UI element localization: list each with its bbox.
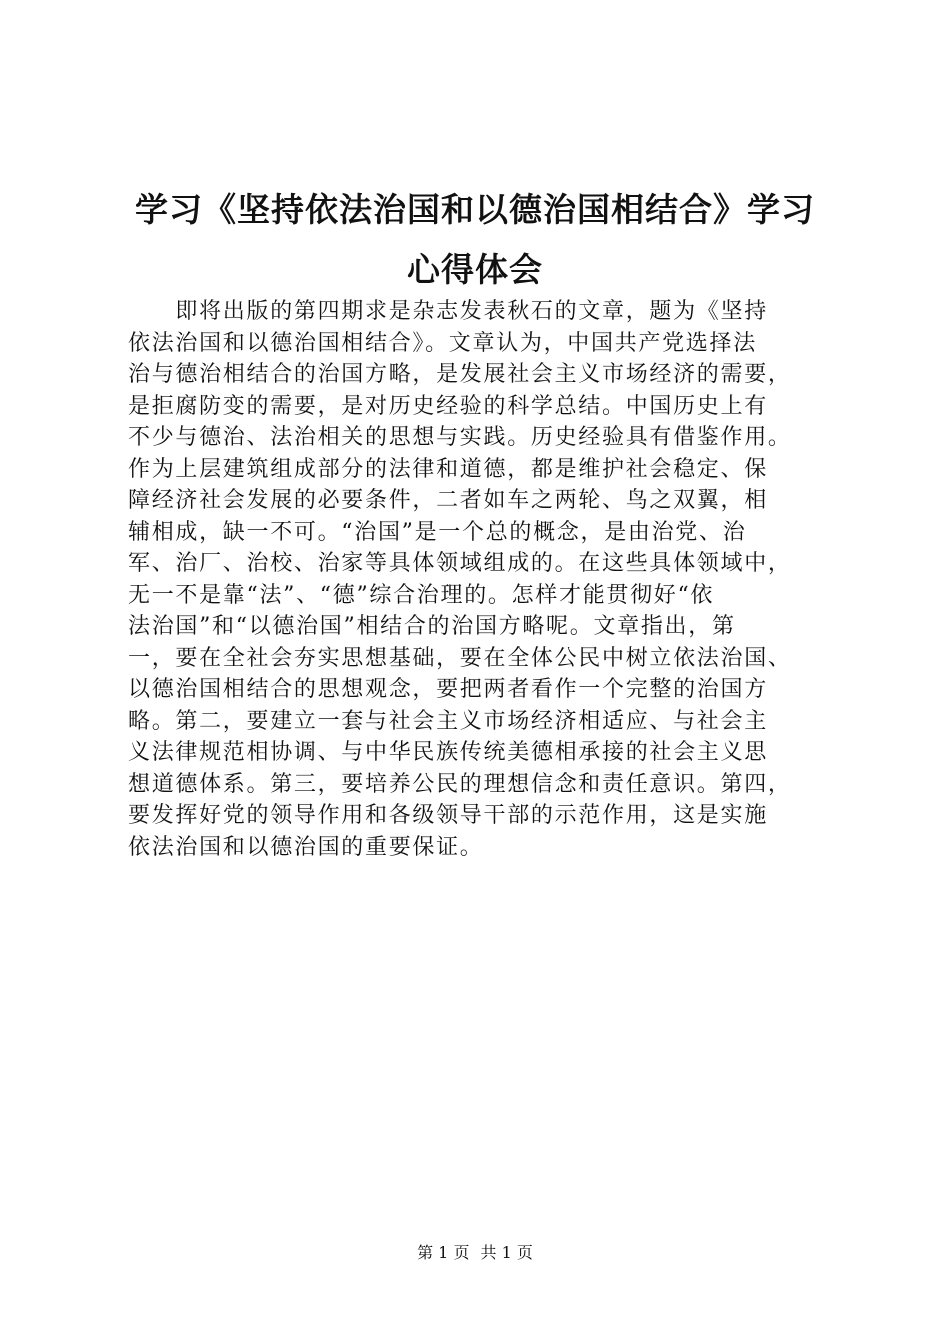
body-line: 法治国”和“以德治国”相结合的治国方略呢。文章指出，第 bbox=[128, 614, 736, 639]
body-line: 依法治国和以德治国相结合》。文章认为，中国共产党选择法 bbox=[128, 330, 757, 356]
body-line: 是拒腐防变的需要，是对历史经验的科学总结。中国历史上有 bbox=[128, 393, 768, 419]
page-footer bbox=[0, 1243, 950, 1263]
body-line: 军、治厂、治校、治家等具体领域组成的。在这些具体领域中， bbox=[128, 551, 792, 576]
body-line: 要发挥好党的领导作用和各级领导干部的示范作用，这是实施 bbox=[128, 803, 768, 828]
body-line: 义法律规范相协调、与中华民族传统美德相承接的社会主义思 bbox=[128, 740, 768, 765]
body-line: 治与德治相结合的治国方略，是发展社会主义市场经济的需要， bbox=[128, 362, 792, 387]
body-line: 依法治国和以德治国的重要保证。 bbox=[128, 834, 484, 860]
body-line: 无一不是靠“法”、“德”综合治理的。怎样才能贯彻好“依 bbox=[128, 582, 715, 608]
body-paragraph bbox=[128, 296, 830, 863]
document-title-line-2: 心得体会 bbox=[407, 250, 543, 289]
body-line: 即将出版的第四期求是杂志发表秋石的文章，题为《坚持 bbox=[128, 299, 768, 324]
document-title-line-1: 学习《坚持依法治国和以德治国相结合》学习 bbox=[135, 190, 815, 229]
body-line: 作为上层建筑组成部分的法律和道德，都是维护社会稳定、保 bbox=[128, 456, 768, 482]
body-line: 辅相成，缺一不可。“治国”是一个总的概念，是由治党、治 bbox=[128, 519, 747, 545]
body-line: 一，要在全社会夯实思想基础，要在全体公民中树立依法治国、 bbox=[128, 645, 792, 671]
body-line: 略。第二，要建立一套与社会主义市场经济相适应、与社会主 bbox=[128, 708, 768, 734]
body-line: 以德治国相结合的思想观念，要把两者看作一个完整的治国方 bbox=[128, 677, 768, 702]
body-line: 不少与德治、法治相关的思想与实践。历史经验具有借鉴作用。 bbox=[128, 425, 792, 450]
body-line: 障经济社会发展的必要条件，二者如车之两轮、鸟之双翼，相 bbox=[128, 488, 768, 513]
page-number: 第 1 页 bbox=[417, 1243, 470, 1262]
body-line: 想道德体系。第三，要培养公民的理想信念和责任意识。第四， bbox=[128, 771, 792, 797]
page-total: 共 1 页 bbox=[480, 1243, 533, 1262]
